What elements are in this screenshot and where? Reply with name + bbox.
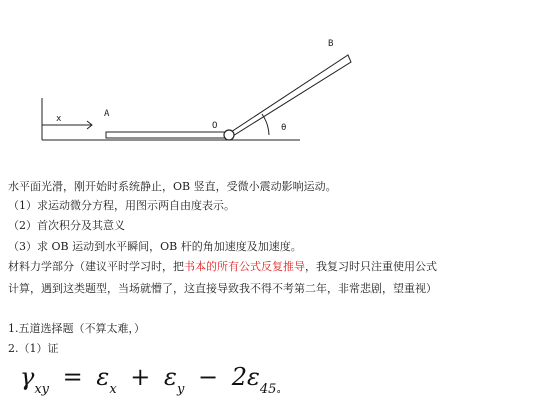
formula-two-eps: 2ε [231,363,260,391]
question-2: （2）首次积分及其意义 [8,219,125,232]
formula-sub-y: y [176,382,185,397]
materials-note-cont: 计算，遇到这类题型，当场就懵了，这直接导致我不得不考第二年，非常悲剧，望重视） [8,282,437,295]
pivot-o [224,130,234,140]
item-1: 1.五道选择题（不算太难，） [8,322,145,335]
shear-strain-formula [20,363,350,407]
formula-gamma: γ [20,363,35,391]
question-3: （3）求 OB 运动到水平瞬间，OB 杆的角加速度及加速度。 [8,240,302,253]
label-B: B [328,39,334,49]
formula-sub-45: 45 [259,382,277,397]
question-1: （1）求运动微分方程，用图示两自由度表示。 [8,199,235,212]
formula-plus: + [130,363,151,391]
materials-note-highlight: 书本的所有公式反复推导 [184,260,305,273]
formula-eps-x: ε [96,363,110,391]
label-x: x [56,114,62,124]
formula-degree: ° [276,390,281,400]
formula-sub-x: x [109,382,117,397]
materials-note-part1: 材料力学部分（建议平时学习时，把 [8,260,184,273]
materials-note [8,260,437,274]
bar-a [106,132,226,138]
label-theta: θ [281,123,287,133]
label-A: A [104,109,110,119]
formula-eps-y: ε [164,363,177,391]
formula-minus: − [197,363,219,391]
rod-ob [228,55,351,139]
formula-sub-xy: xy [34,382,50,397]
formula-equals: = [62,363,83,391]
materials-note-part2: ，我复习时只注重使用公式 [305,260,437,273]
mechanism-figure [0,0,554,170]
item-2: 2.（1）证 [8,342,59,355]
label-O: O [212,121,218,131]
problem-statement: 水平面光滑，刚开始时系统静止，OB 竖直，受微小震动影响运动。 [8,180,337,193]
